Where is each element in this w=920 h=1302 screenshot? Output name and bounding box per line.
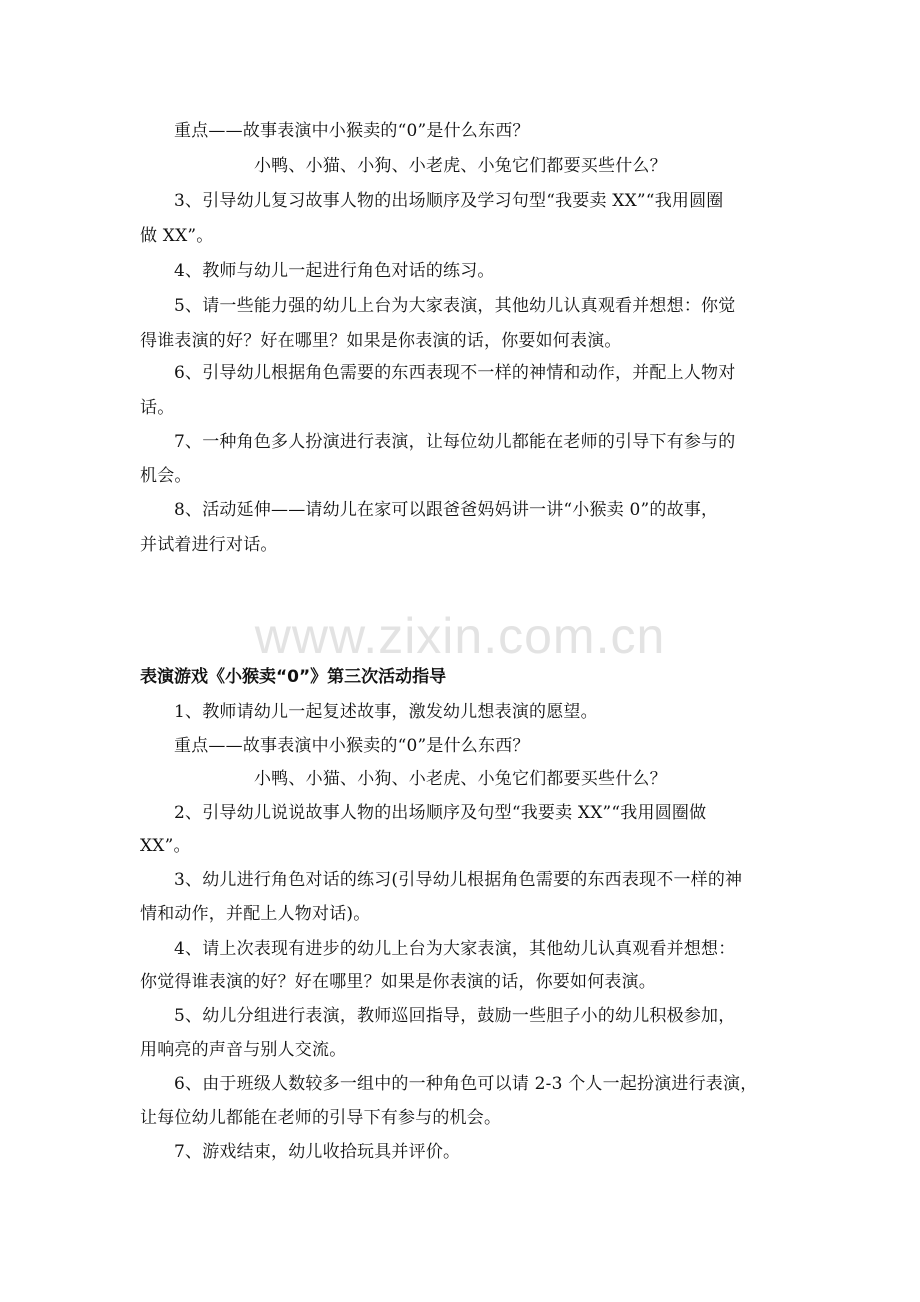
s2-item1: 1、教师请幼儿一起复述故事，激发幼儿想表演的愿望。: [174, 702, 598, 722]
s2-item5-line2: 用响亮的声音与别人交流。: [140, 1040, 347, 1060]
s1-item4: 4、教师与幼儿一起进行角色对话的练习。: [174, 261, 495, 281]
s1-focus-sub: 小鸭、小猫、小狗、小老虎、小兔它们都要买些什么？: [254, 156, 667, 176]
s2-item6-line1: 6、由于班级人数较多一组中的一种角色可以请 2-3 个人一起扮演进行表演，: [174, 1074, 758, 1094]
s1-item6-line1: 6、引导幼儿根据角色需要的东西表现不一样的神情和动作，并配上人物对: [174, 363, 736, 383]
s1-item5-line2: 得谁表演的好？好在哪里？如果是你表演的话，你要如何表演。: [140, 331, 622, 351]
s2-focus-label: 重点——故事表演中小猴卖的“0”是什么东西？: [174, 736, 530, 756]
s2-item3-line2: 情和动作，并配上人物对话)。: [140, 904, 371, 924]
s2-item3-line1: 3、幼儿进行角色对话的练习(引导幼儿根据角色需要的东西表现不一样的神: [174, 870, 743, 890]
s1-item7-line2: 机会。: [140, 466, 192, 486]
s1-item3-line2: 做 XX”。: [140, 226, 214, 246]
s2-item2-line2: XX”。: [140, 836, 191, 856]
s2-item4-line2: 你觉得谁表演的好？好在哪里？如果是你表演的话，你要如何表演。: [140, 972, 656, 992]
section-title: 表演游戏《小猴卖“0”》第三次活动指导: [140, 667, 447, 687]
s1-item5-line1: 5、请一些能力强的幼儿上台为大家表演，其他幼儿认真观看并想想：你觉: [174, 296, 736, 316]
s2-item2-line1: 2、引导幼儿说说故事人物的出场顺序及句型“我要卖 XX”“我用圆圈做: [174, 803, 707, 823]
s2-item6-line2: 让每位幼儿都能在老师的引导下有参与的机会。: [140, 1108, 502, 1128]
s2-item7: 7、游戏结束，幼儿收拾玩具并评价。: [174, 1142, 461, 1162]
s1-item7-line1: 7、一种角色多人扮演进行表演，让每位幼儿都能在老师的引导下有参与的: [174, 432, 736, 452]
s2-item4-line1: 4、请上次表现有进步的幼儿上台为大家表演，其他幼儿认真观看并想想：: [174, 939, 736, 959]
watermark: www.zixin.com.cn: [254, 608, 666, 664]
s2-focus-sub: 小鸭、小猫、小狗、小老虎、小兔它们都要买些什么？: [254, 769, 667, 789]
s1-focus-label: 重点——故事表演中小猴卖的“0”是什么东西？: [174, 121, 530, 141]
s1-item8-line1: 8、活动延伸——请幼儿在家可以跟爸爸妈妈讲一讲“小猴卖 0”的故事，: [174, 500, 719, 520]
s1-item3-line1: 3、引导幼儿复习故事人物的出场顺序及学习句型“我要卖 XX”“我用圆圈: [174, 191, 724, 211]
s2-item5-line1: 5、幼儿分组进行表演，教师巡回指导，鼓励一些胆子小的幼儿积极参加，: [174, 1006, 736, 1026]
s1-item6-line2: 话。: [140, 398, 175, 418]
s1-item8-line2: 并试着进行对话。: [140, 535, 278, 555]
